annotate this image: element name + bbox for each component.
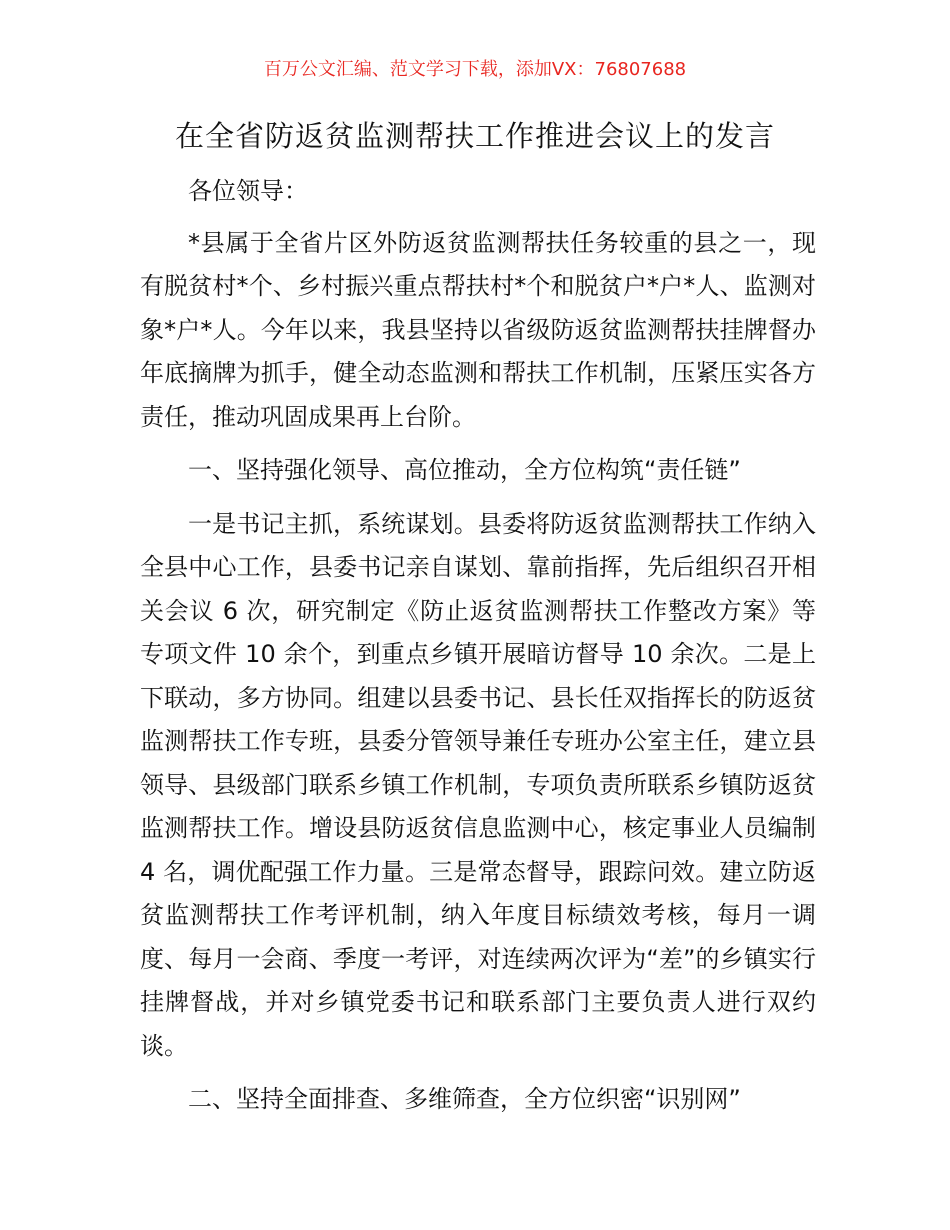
watermark-text: 百万公文汇编、范文学习下载，添加VX：76807688 <box>263 59 687 80</box>
section-1-paragraph: 一是书记主抓，系统谋划。县委将防返贫监测帮扶工作纳入全县中心工作，县委书记亲自谋划、靠前指挥，先后组织召开相关会议 6 次，研究制定《防止返贫监测帮扶工作整改方案》等专项文件 10 余个，到重点乡镇开展暗访督导 10 余次。二是上下联动，多方协同。组建以县委书记、县长任双指挥长的防返贫监测帮扶工作专班，县委分管领导兼任专班办公室主任，建立县领导、县级部门联系乡镇工作机制，专项负责所联系乡镇防返贫监测帮扶工作。增设县防返贫信息监测中心，核定事业人员编制 4 名，调优配强工作力量。三是常态督导，跟踪问效。建立防返贫监测帮扶工作考评机制，纳入年度目标绩效考核，每月一调度、每月一会商、季度一考评，对连续两次评为“差”的乡镇实行挂牌督战，并对乡镇党委书记和联系部门主要负责人进行双约谈。 <box>140 509 816 1060</box>
document-title: 在全省防返贫监测帮扶工作推进会议上的发言 <box>174 119 775 153</box>
salutation: 各位领导： <box>188 177 308 205</box>
document-body <box>140 170 816 1122</box>
intro-paragraph: *县属于全省片区外防返贫监测帮扶任务较重的县之一，现有脱贫村*个、乡村振兴重点帮扶村*个和脱贫户*户*人、监测对象*户*人。今年以来，我县坚持以省级防返贫监测帮扶挂牌督办年底摘牌为抓手，健全动态监测和帮扶工作机制，压紧压实各方责任，推动巩固成果再上台阶。 <box>140 228 816 431</box>
section-heading-2: 二、坚持全面排查、多维筛查，全方位织密“识别网” <box>188 1085 741 1113</box>
section-heading-1: 一、坚持强化领导、高位推动，全方位构筑“责任链” <box>188 456 741 484</box>
